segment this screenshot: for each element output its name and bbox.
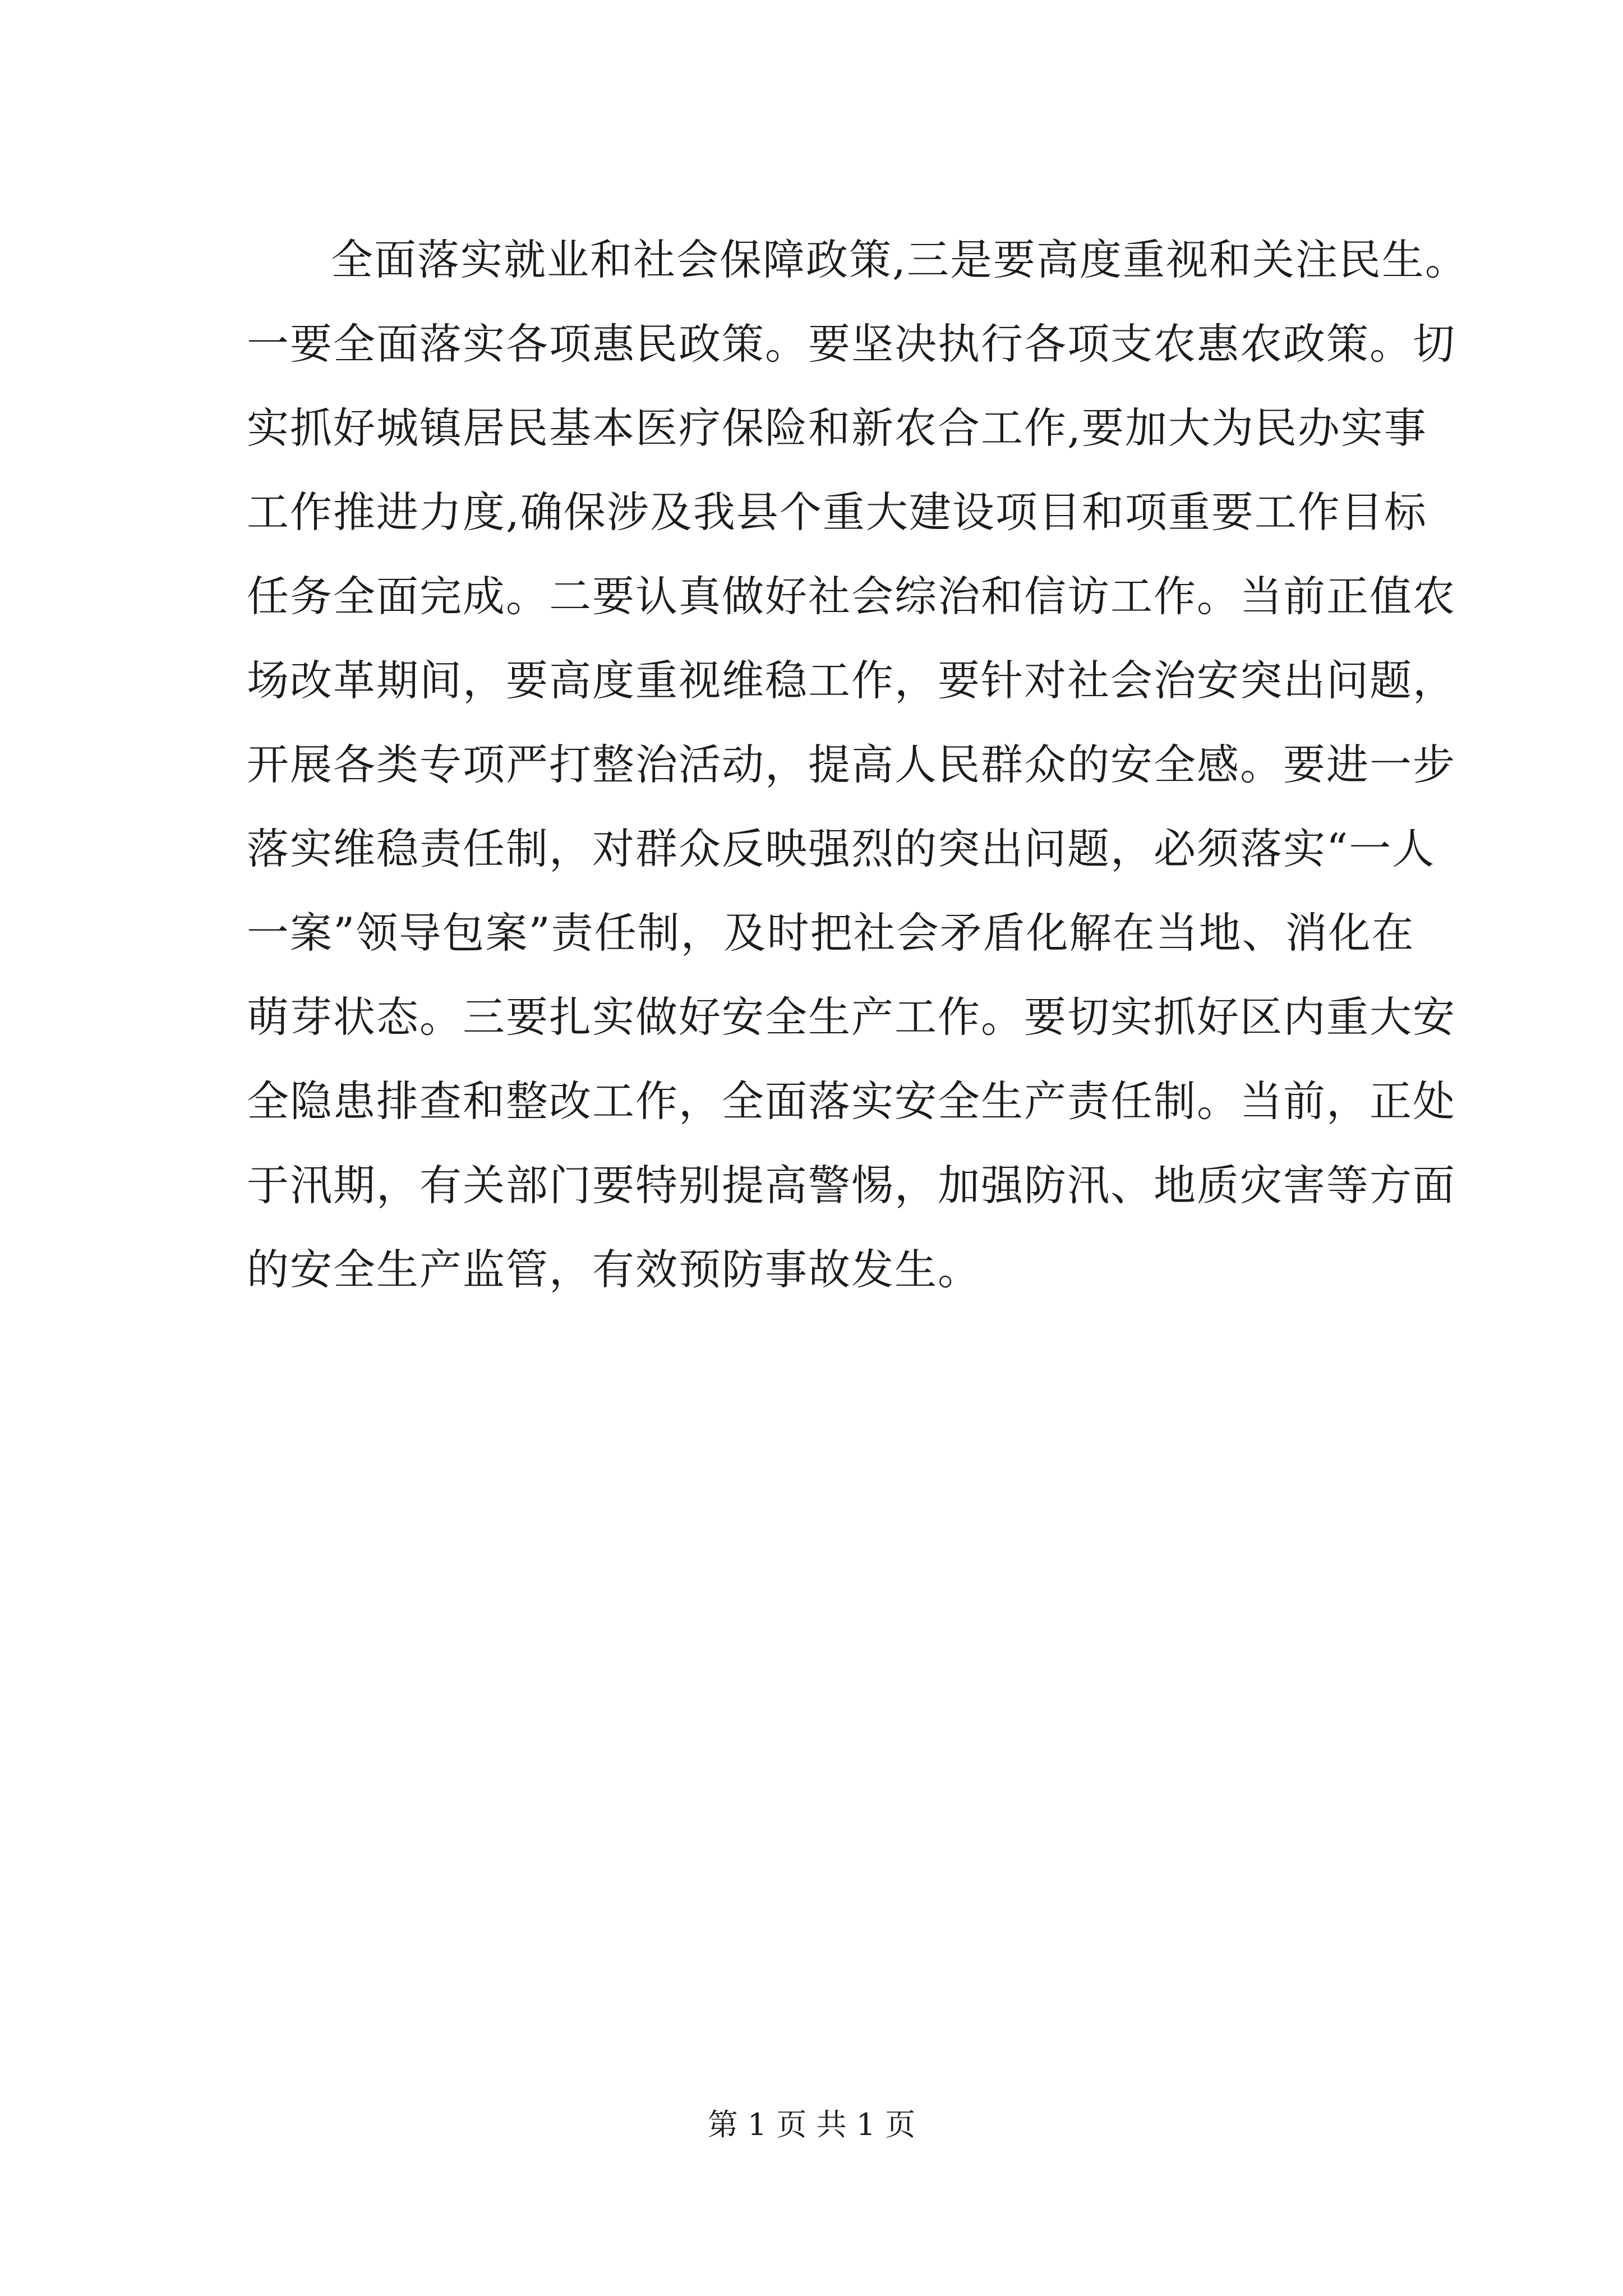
- text-line: 实抓好城镇居民基本医疗保险和新农合工作,要加大为民办实事: [247, 403, 1427, 453]
- text-line: 场改革期间，要高度重视维稳工作，要针对社会治安突出问题，: [247, 656, 1456, 705]
- text-line: 全面落实就业和社会保障政策,三是要高度重视和关注民生。: [331, 235, 1468, 284]
- text-line: 的安全生产监管，有效预防事故发生。: [247, 1245, 981, 1294]
- text-line: 于汛期，有关部门要特别提高警惕，加强防汛、地质灾害等方面: [247, 1161, 1456, 1210]
- text-line: 一要全面落实各项惠民政策。要坚决执行各项支农惠农政策。切: [247, 319, 1456, 369]
- text-line: 萌芽状态。三要扎实做好安全生产工作。要切实抓好区内重大安: [247, 992, 1456, 1042]
- text-line: 一案”领导包案”责任制，及时把社会矛盾化解在当地、消化在: [247, 908, 1415, 958]
- text-line: 落实维稳责任制，对群众反映强烈的突出问题，必须落实“一人: [247, 824, 1436, 873]
- body-paragraph: [247, 218, 1468, 1312]
- page-number-footer: 第 1 页 共 1 页: [707, 2107, 916, 2142]
- text-line: 工作推进力度,确保涉及我县个重大建设项目和项重要工作目标: [247, 487, 1427, 537]
- text-line: 开展各类专项严打整治活动，提高人民群众的安全感。要进一步: [247, 740, 1456, 789]
- text-line: 任务全面完成。二要认真做好社会综治和信访工作。当前正值农: [247, 572, 1456, 621]
- text-line: 全隐患排查和整改工作，全面落实安全生产责任制。当前，正处: [247, 1076, 1456, 1126]
